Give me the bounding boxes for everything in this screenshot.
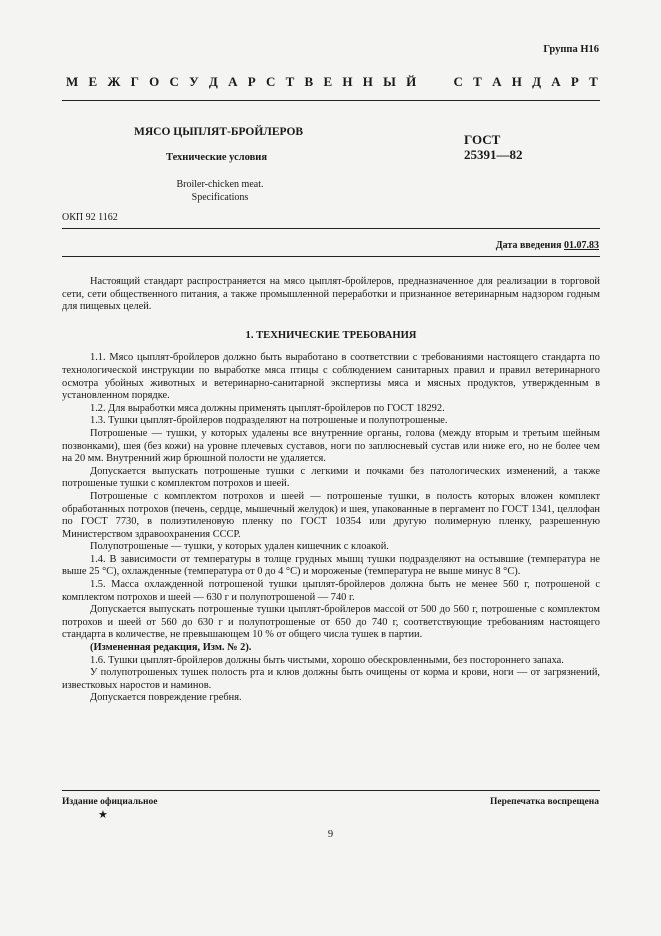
amendment-note: (Измененная редакция, Изм. № 2). [90,642,252,654]
clause-1-1: 1.1. Мясо цыплят-бройлеров должно быть выработано в соответствии с требованиями настоящего стандарта по технологической инструкции по выработке мяса птицы с соблюдением санитарных правил и правил ветеринарного осмотра убойных животных и ветеринарно-санитарной экспертизы мяса и мясных продуктов, утвержденным в установленном порядке. [62,352,600,402]
heading-letter: Е [88,74,98,89]
english-title-line1: Broiler-chicken meat. [176,179,264,190]
document-subtitle: Технические условия [166,152,268,163]
english-title-line2: Specifications [191,192,249,203]
top-rule [62,100,600,101]
comb-damage-paragraph: Допускается повреждение гребня. [90,692,242,704]
section-1-heading: 1. ТЕХНИЧЕСКИЕ ТРЕБОВАНИЯ [245,329,417,341]
heading-letter: А [228,74,238,89]
english-title [150,178,290,204]
gutted-definition: Потрошеные — тушки, у которых удалены все внутренние органы, голова (между вторым и третьим шейным позвонками), шея (без кожи) на уровне плечевых суставов, ноги по заплюсневый сустав или ниже его, но не более чем на 20 мм. Внутренний жир брюшной полости не удаляется. [62,427,600,465]
heading-letter: А [492,74,502,89]
giblets-definition: Потрошеные с комплектом потрохов и шеей — потрошеные тушки, в полость которых вложен комплект обработанных потрохов (печень, сердце, мышечный желудок) и шея, упакованные в пергамент по ГОСТ 1341, целлофан по ГОСТ 7730, в полиэтиленовую пленку по ГОСТ 10354 или другую полимерную пленку, разрешенную Министерством здравоохранения СССР. [62,490,600,540]
clause-1-4: 1.4. В зависимости от температуры в толще грудных мышц тушки подразделяют на остывшие (температура не выше 25 °С), охлажденные (температура от 0 до 4 °С) и мороженые (температура не выше минус 8 °С). [62,553,600,578]
heading-letter: Р [570,74,579,89]
okp-code: ОКП 92 1162 [62,212,118,223]
heading-letter [427,74,430,90]
mouth-cleaning-paragraph: У полупотрошеных тушек полость рта и клюв должны быть очищены от корма и крови, ноги — от загрязнений, известковых наростов и наминов. [62,667,600,691]
document-title: МЯСО ЦЫПЛЯТ-БРОЙЛЕРОВ [134,126,304,138]
introduction-date-label: Дата введения [495,240,564,251]
reprint-prohibited: Перепечатка воспрещена [489,797,599,807]
heading-letter: Р [247,74,256,89]
heading-letter: Н [342,74,353,89]
middle-rule [62,228,600,229]
heading-letter: О [149,74,160,89]
heading-letter: Г [130,74,139,89]
heading-letter: С [169,74,179,89]
heading-letter: Д [532,74,542,89]
heading-letter: Т [473,74,482,89]
group-code: Группа Н16 [543,44,599,55]
heading-letter: Н [362,74,373,89]
introduction-date-value: 01.07.83 [564,240,599,251]
page-number: 9 [327,829,334,840]
heading-letter: В [304,74,314,89]
heading-letter: А [551,74,561,89]
heading-letter: Т [589,74,598,89]
heading-letter: Д [208,74,218,89]
document-body [62,276,600,705]
allowed-mass-paragraph: Допускается выпускать потрошеные тушки цыплят-бройлеров массой от 500 до 560 г, потрошеные с комплектом потрохов и шеей от 560 до 630 г и полупотрошеные от 650 до 740 г, соответствующие требованиям настоящего стандарта в количестве, не превышающем 10 % от общего числа тушек в партии. [62,604,600,641]
official-edition: Издание официальное [62,797,158,807]
semi-gutted-definition: Полупотрошеные — тушки, у которых удален кишечник с клоакой. [90,541,389,553]
interstate-standard-heading [66,74,598,90]
heading-letter [440,74,443,90]
heading-letter: Ы [383,74,396,89]
intro-paragraph: Настоящий стандарт распространяется на мясо цыплят-бройлеров, предназначенное для реализации в торговой сети, сети общественного питания, а также промышленной переработки и признанное ветеринарным надзором годным для пищевых целей. [62,276,600,313]
heading-letter: Ж [107,74,121,89]
allowed-gutted-paragraph: Допускается выпускать потрошеные тушки с легкими и почками без патологических изменений, а также потрошеные тушки с комплектом потрохов и шеей. [62,465,600,490]
heading-letter: Н [511,74,522,89]
clause-1-6: 1.6. Тушки цыплят-бройлеров должны быть чистыми, хорошо обескровленными, без постороннего запаха. [90,654,564,666]
clause-1-5: 1.5. Масса охлажденной потрошеной тушки цыплят-бройлеров должна быть не менее 560 г, потрошеной с комплектом потрохов и шеей — 630 г и полупотрошеной — 740 г. [62,579,600,603]
gost-label: ГОСТ [464,132,501,147]
date-rule [62,256,600,257]
star-icon: ★ [98,809,108,821]
clause-1-3: 1.3. Тушки цыплят-бройлеров подразделяют на потрошеные и полупотрошеные. [90,415,448,427]
heading-letter: М [66,74,79,89]
heading-letter: С [265,74,276,89]
gost-number: 25391—82 [464,147,523,162]
gost-designation [464,132,523,162]
footer-rule [62,790,600,791]
heading-letter: Й [406,74,417,89]
heading-letter: Е [323,74,333,89]
heading-letter: С [453,74,463,89]
clause-1-2: 1.2. Для выработки мяса должны применять цыплят-бройлеров по ГОСТ 18292. [90,402,445,414]
introduction-date [496,240,599,251]
heading-letter: У [189,74,199,89]
heading-letter: Т [285,74,295,89]
